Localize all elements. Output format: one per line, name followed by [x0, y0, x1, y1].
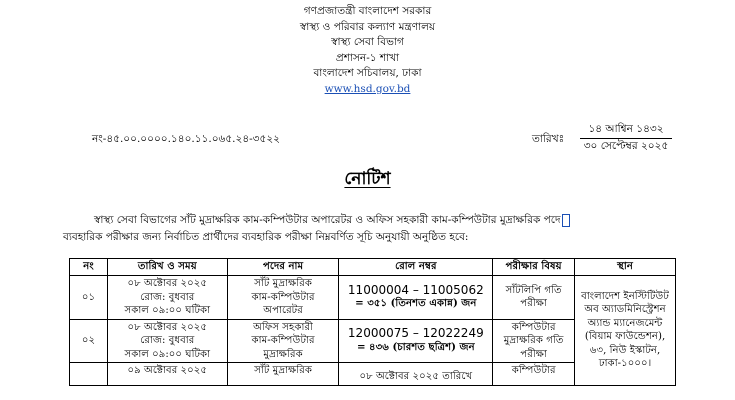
post-cell [227, 276, 339, 320]
post-name-line: কাম-কম্পিউটার [251, 335, 315, 346]
subject-line: পরীক্ষা [520, 348, 547, 360]
govt-name: গণপ্রজাতন্ত্রী বাংলাদেশ সরকার [303, 5, 432, 17]
roll-note: ০৮ অক্টোবর ২০২৫ তারিখে [359, 371, 473, 382]
exam-date: ০৮ অক্টোবর ২০২৫ [127, 278, 208, 289]
memo-reference-number: নং-৪৫.০০.০০০০.১৪০.১১.০৬৫.২৪-৩৫২২ [92, 133, 280, 145]
venue-line: অব অ্যাডমিনিস্ট্রেশন [584, 304, 666, 316]
post-name-line: সাঁট মুদ্রাক্ষরিক [254, 278, 312, 289]
notice-heading [0, 166, 735, 194]
venue-line: (বিয়াম ফাউন্ডেশন), [584, 331, 666, 343]
website-link[interactable]: www.hsd.gov.bd [324, 82, 411, 95]
table-header-row [70, 259, 676, 276]
table-row [70, 276, 676, 320]
subject-line: সাঁটলিপি গতি [505, 284, 562, 296]
post-name-line: অফিস সহকারী [253, 321, 313, 333]
intro-paragraph [63, 212, 683, 246]
subject-cell [493, 276, 575, 320]
subject-cell [493, 319, 575, 363]
date-time-cell [107, 363, 227, 386]
post-name-line: কাম-কম্পিউটার [251, 291, 315, 303]
date-label: তারিখঃ [532, 133, 565, 145]
exam-day: রোজ: বুধবার [140, 335, 195, 346]
post-name-line: সাঁট মুদ্রাক্ষরিক [254, 365, 312, 376]
col-header-subject: পরীক্ষার বিষয় [493, 259, 575, 276]
exam-date: ০৯ অক্টোবর ২০২৫ [127, 365, 208, 376]
post-cell [227, 363, 339, 386]
memo-date [580, 122, 672, 154]
intro-line-2: ব্যবহারিক পরীক্ষার জন্য নির্বাচিত প্রার্থীদের ব্যবহারিক পরীক্ষা নিম্নবর্ণিত সূচি অনুযায়ী অনুষ্ঠিত হবে: [63, 231, 469, 243]
col-header-date-time: তারিখ ও সময় [107, 259, 227, 276]
division-name: স্বাস্থ্য সেবা বিভাগ [331, 36, 404, 48]
row-number [70, 363, 108, 386]
roll-cell [339, 363, 493, 386]
col-header-post: পদের নাম [227, 259, 339, 276]
subject-line: পরীক্ষা [520, 298, 547, 310]
venue-line: ঢাকা-১০০০। [598, 358, 652, 370]
text-cursor-icon [562, 214, 570, 227]
letterhead [0, 4, 735, 97]
subject-line: কম্পিউটার [511, 321, 556, 333]
post-name-line: অপারেটর [263, 305, 303, 316]
exam-time: সকাল ০৯:০০ ঘটিকা [124, 305, 211, 316]
venue-cell [575, 276, 676, 386]
office-address: বাংলাদেশ সচিবালয়, ঢাকা [313, 67, 422, 79]
notice-title: নোটিশ [344, 169, 391, 189]
exam-date: ০৮ অক্টোবর ২০২৫ [127, 321, 208, 333]
roll-range: 11000004 – 11005062 [347, 282, 484, 297]
roll-cell [339, 319, 493, 363]
post-cell [227, 319, 339, 363]
exam-schedule-table [69, 258, 676, 386]
candidate-count: = ৩৫১ (তিনশত একান্ন) জন [355, 297, 477, 310]
date-time-cell [107, 319, 227, 363]
exam-day: রোজ: বুধবার [140, 291, 195, 303]
roll-range: 12000075 – 12022249 [347, 326, 484, 341]
post-name-line: মুদ্রাক্ষরিক [263, 348, 303, 360]
subject-cell [493, 363, 575, 386]
col-header-venue: স্থান [575, 259, 676, 276]
candidate-count: = ৪৩৬ (চারশত ছত্রিশ) জন [356, 340, 475, 353]
section-name: প্রশাসন-১ শাখা [335, 51, 400, 64]
exam-time: সকাল ০৯:০০ ঘটিকা [124, 348, 211, 360]
row-number: ০২ [70, 319, 108, 363]
col-header-no: নং [70, 259, 108, 276]
venue-line: বাংলাদেশ ইনস্টিটিউট [581, 290, 669, 302]
intro-line-1: স্বাস্থ্য সেবা বিভাগের সাঁট মুদ্রাক্ষরিক কাম-কম্পিউটার অপারেটর ও অফিস সহকারী কাম-কম্পিউটার মুদ্রাক্ষরিক পদে [94, 214, 561, 226]
date-bangla: ১৪ আশ্বিন ১৪৩২ [580, 122, 672, 139]
subject-line: মুদ্রাক্ষরিক গতি [503, 335, 564, 346]
venue-line: ৬৩, নিউ ইস্কাটন, [589, 344, 661, 356]
row-number: ০১ [70, 276, 108, 320]
ministry-name: স্বাস্থ্য ও পরিবার কল্যাণ মন্ত্রণালয় [299, 20, 436, 33]
roll-cell [339, 276, 493, 320]
col-header-roll: রোল নম্বর [339, 259, 493, 276]
date-time-cell [107, 276, 227, 320]
date-english: ৩০ সেপ্টেম্বর ২০২৫ [583, 140, 669, 152]
venue-line: অ্যান্ড ম্যানেজমেন্ট [587, 317, 663, 329]
subject-line: কম্পিউটার [511, 365, 556, 376]
